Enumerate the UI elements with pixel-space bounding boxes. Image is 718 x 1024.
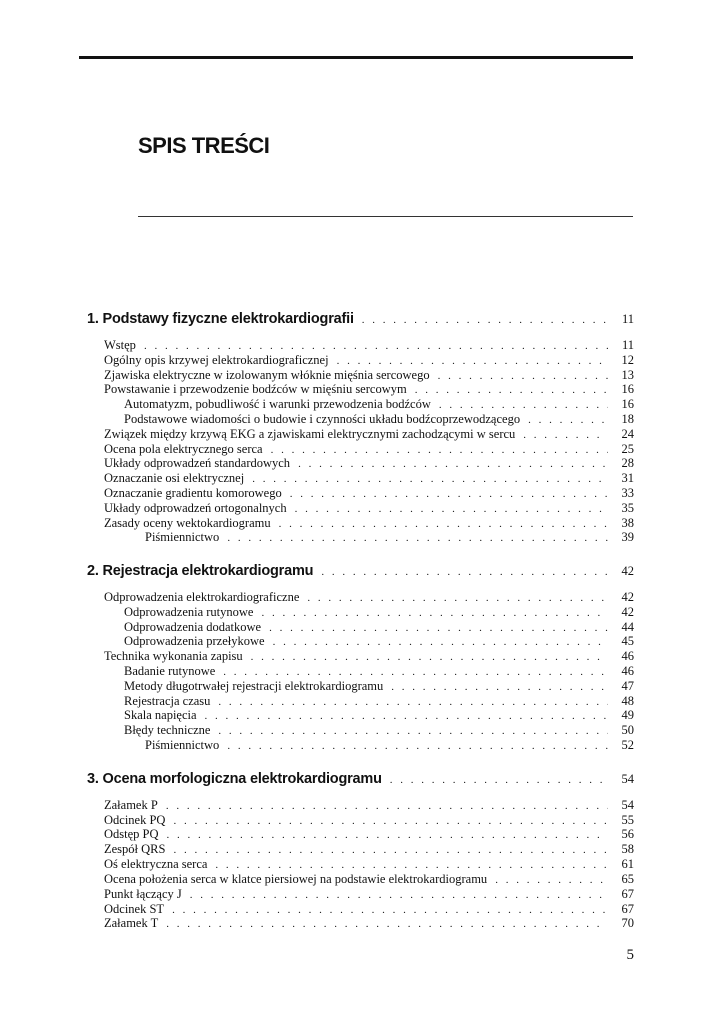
chapter-title: 3. Ocena morfologiczna elektrokardiogramu bbox=[87, 771, 382, 787]
entry-title: Zespół QRS bbox=[104, 842, 166, 856]
entry-title: Odstęp PQ bbox=[104, 827, 159, 841]
entry-title: Technika wykonania zapisu bbox=[104, 649, 243, 663]
entry-page: 52 bbox=[621, 738, 634, 752]
toc-entry[interactable] bbox=[104, 486, 634, 501]
chapter-page: 11 bbox=[621, 312, 634, 326]
entry-page: 49 bbox=[621, 708, 634, 722]
leader-dots bbox=[252, 472, 607, 487]
leader-dots bbox=[495, 873, 607, 888]
entry-page: 33 bbox=[621, 486, 634, 500]
entry-page: 67 bbox=[621, 902, 634, 916]
toc-entry[interactable] bbox=[124, 634, 634, 649]
toc-entry[interactable] bbox=[104, 382, 634, 397]
leader-dots bbox=[218, 724, 607, 739]
entry-title: Powstawanie i przewodzenie bodźców w mięśniu sercowym bbox=[104, 382, 407, 396]
entry-page: 67 bbox=[621, 887, 634, 901]
entry-title: Załamek T bbox=[104, 916, 159, 930]
entry-title: Załamek P bbox=[104, 798, 158, 812]
leader-dots bbox=[337, 354, 608, 369]
toc-entry[interactable] bbox=[104, 887, 634, 902]
leader-dots bbox=[215, 858, 607, 873]
entry-title: Badanie rutynowe bbox=[124, 664, 216, 678]
leader-dots bbox=[190, 888, 608, 903]
entry-page: 25 bbox=[621, 442, 634, 456]
entry-title: Wstęp bbox=[104, 338, 136, 352]
leader-dots bbox=[298, 457, 607, 472]
toc-entry[interactable] bbox=[124, 412, 634, 427]
toc-entry[interactable] bbox=[104, 442, 634, 457]
leader-dots bbox=[390, 774, 608, 786]
toc-entry[interactable] bbox=[104, 902, 634, 917]
toc-entry[interactable] bbox=[104, 842, 634, 857]
entry-page: 50 bbox=[621, 723, 634, 737]
entry-title: Zasady oceny wektokardiogramu bbox=[104, 516, 271, 530]
entry-page: 38 bbox=[621, 516, 634, 530]
entry-title: Odprowadzenia dodatkowe bbox=[124, 620, 262, 634]
entry-page: 54 bbox=[621, 798, 634, 812]
entry-title: Oś elektryczna serca bbox=[104, 857, 208, 871]
toc-entry[interactable] bbox=[124, 708, 634, 723]
toc-entry[interactable] bbox=[104, 857, 634, 872]
toc-entry[interactable] bbox=[104, 516, 634, 531]
leader-dots bbox=[439, 398, 608, 413]
leader-dots bbox=[273, 635, 608, 650]
toc-entry[interactable] bbox=[104, 916, 634, 931]
entry-title: Metody długotrwałej rejestracji elektrokardiogramu bbox=[124, 679, 384, 693]
leader-dots bbox=[362, 314, 608, 326]
toc-entry[interactable] bbox=[124, 664, 634, 679]
entry-page: 28 bbox=[621, 456, 634, 470]
entry-title: Odprowadzenia rutynowe bbox=[124, 605, 254, 619]
entry-page: 16 bbox=[621, 397, 634, 411]
toc-entry[interactable] bbox=[104, 368, 634, 383]
entry-title: Układy odprowadzeń ortogonalnych bbox=[104, 501, 287, 515]
entry-page: 70 bbox=[621, 916, 634, 930]
entry-page: 31 bbox=[621, 471, 634, 485]
toc-entry[interactable] bbox=[124, 605, 634, 620]
leader-dots bbox=[227, 739, 607, 754]
leader-dots bbox=[295, 502, 608, 517]
toc-entry[interactable] bbox=[104, 456, 634, 471]
leader-dots bbox=[321, 566, 607, 578]
entry-page: 58 bbox=[621, 842, 634, 856]
entry-title: Automatyzm, pobudliwość i warunki przewodzenia bodźców bbox=[124, 397, 431, 411]
entry-title: Piśmiennictwo bbox=[145, 530, 220, 544]
toc-entry[interactable] bbox=[124, 679, 634, 694]
entry-page: 12 bbox=[621, 353, 634, 367]
entry-title: Związek między krzywą EKG a zjawiskami elektrycznymi zachodzącymi w sercu bbox=[104, 427, 516, 441]
entry-title: Piśmiennictwo bbox=[145, 738, 220, 752]
entry-title: Podstawowe wiadomości o budowie i czynności układu bodźcoprzewodzącego bbox=[124, 412, 521, 426]
entry-page: 13 bbox=[621, 368, 634, 382]
toc-entry[interactable] bbox=[104, 649, 634, 664]
chapter-page: 42 bbox=[621, 564, 634, 578]
entry-title: Odprowadzenia przełykowe bbox=[124, 634, 265, 648]
toc-entry[interactable] bbox=[145, 530, 634, 545]
leader-dots bbox=[415, 383, 608, 398]
chapter-page: 54 bbox=[621, 772, 634, 786]
leader-dots bbox=[166, 799, 608, 814]
entry-title: Skala napięcia bbox=[124, 708, 197, 722]
toc-entry[interactable] bbox=[104, 471, 634, 486]
page-title: SPIS TREŚCI bbox=[138, 133, 270, 158]
leader-dots bbox=[227, 531, 607, 546]
entry-title: Oznaczanie gradientu komorowego bbox=[104, 486, 282, 500]
chapter-title: 2. Rejestracja elektrokardiogramu bbox=[87, 563, 314, 579]
entry-page: 18 bbox=[621, 412, 634, 426]
toc-entry[interactable] bbox=[104, 338, 634, 353]
toc-entry[interactable] bbox=[104, 501, 634, 516]
toc-entry[interactable] bbox=[104, 427, 634, 442]
leader-dots bbox=[391, 680, 607, 695]
entry-page: 46 bbox=[621, 664, 634, 678]
toc-entry[interactable] bbox=[104, 798, 634, 813]
entry-title: Odprowadzenia elektrokardiograficzne bbox=[104, 590, 300, 604]
toc-entry[interactable] bbox=[124, 723, 634, 738]
toc-entry[interactable] bbox=[104, 353, 634, 368]
toc-entry[interactable] bbox=[104, 590, 634, 605]
entry-page: 46 bbox=[621, 649, 634, 663]
entry-title: Ocena położenia serca w klatce piersiowej na podstawie elektrokardiogramu bbox=[104, 872, 488, 886]
leader-dots bbox=[173, 843, 607, 858]
toc-entry[interactable] bbox=[104, 813, 634, 828]
entry-page: 47 bbox=[621, 679, 634, 693]
entry-title: Błędy techniczne bbox=[124, 723, 211, 737]
toc-entry[interactable] bbox=[104, 872, 634, 887]
entry-title: Odcinek PQ bbox=[104, 813, 166, 827]
toc-entry[interactable] bbox=[124, 397, 634, 412]
entry-title: Rejestracja czasu bbox=[124, 694, 211, 708]
chapter-title: 1. Podstawy fizyczne elektrokardiografii bbox=[87, 311, 354, 327]
chapter-1-heading[interactable] bbox=[87, 311, 634, 331]
chapter-2-heading[interactable] bbox=[87, 563, 634, 583]
leader-dots bbox=[167, 828, 608, 843]
entry-page: 55 bbox=[621, 813, 634, 827]
toc-entry[interactable] bbox=[145, 738, 634, 753]
entry-title: Układy odprowadzeń standardowych bbox=[104, 456, 291, 470]
entry-page: 24 bbox=[621, 427, 634, 441]
entry-page: 11 bbox=[621, 338, 634, 352]
leader-dots bbox=[251, 650, 608, 665]
leader-dots bbox=[307, 591, 607, 606]
entry-title: Ocena pola elektrycznego serca bbox=[104, 442, 263, 456]
entry-page: 39 bbox=[621, 530, 634, 544]
leader-dots bbox=[290, 487, 608, 502]
page-number: 5 bbox=[626, 947, 634, 963]
entry-page: 44 bbox=[621, 620, 634, 634]
leader-dots bbox=[261, 606, 607, 621]
entry-page: 42 bbox=[621, 590, 634, 604]
entry-title: Oznaczanie osi elektrycznej bbox=[104, 471, 245, 485]
leader-dots bbox=[144, 339, 608, 354]
toc-entry[interactable] bbox=[104, 827, 634, 842]
leader-dots bbox=[223, 665, 607, 680]
leader-dots bbox=[166, 917, 607, 932]
entry-page: 42 bbox=[621, 605, 634, 619]
leader-dots bbox=[523, 428, 607, 443]
entry-page: 45 bbox=[621, 634, 634, 648]
entry-title: Zjawiska elektryczne w izolowanym włóknie mięśnia sercowego bbox=[104, 368, 430, 382]
entry-title: Ogólny opis krzywej elektrokardiograficznej bbox=[104, 353, 329, 367]
entry-title: Punkt łączący J bbox=[104, 887, 182, 901]
toc-entry[interactable] bbox=[124, 620, 634, 635]
entry-title: Odcinek ST bbox=[104, 902, 165, 916]
entry-page: 48 bbox=[621, 694, 634, 708]
chapter-3-heading[interactable] bbox=[87, 771, 634, 791]
entry-page: 65 bbox=[621, 872, 634, 886]
entry-page: 61 bbox=[621, 857, 634, 871]
leader-dots bbox=[205, 709, 608, 724]
entry-page: 56 bbox=[621, 827, 634, 841]
leader-dots bbox=[528, 413, 607, 428]
entry-page: 16 bbox=[621, 382, 634, 396]
entry-page: 35 bbox=[621, 501, 634, 515]
toc-entry[interactable] bbox=[124, 694, 634, 709]
